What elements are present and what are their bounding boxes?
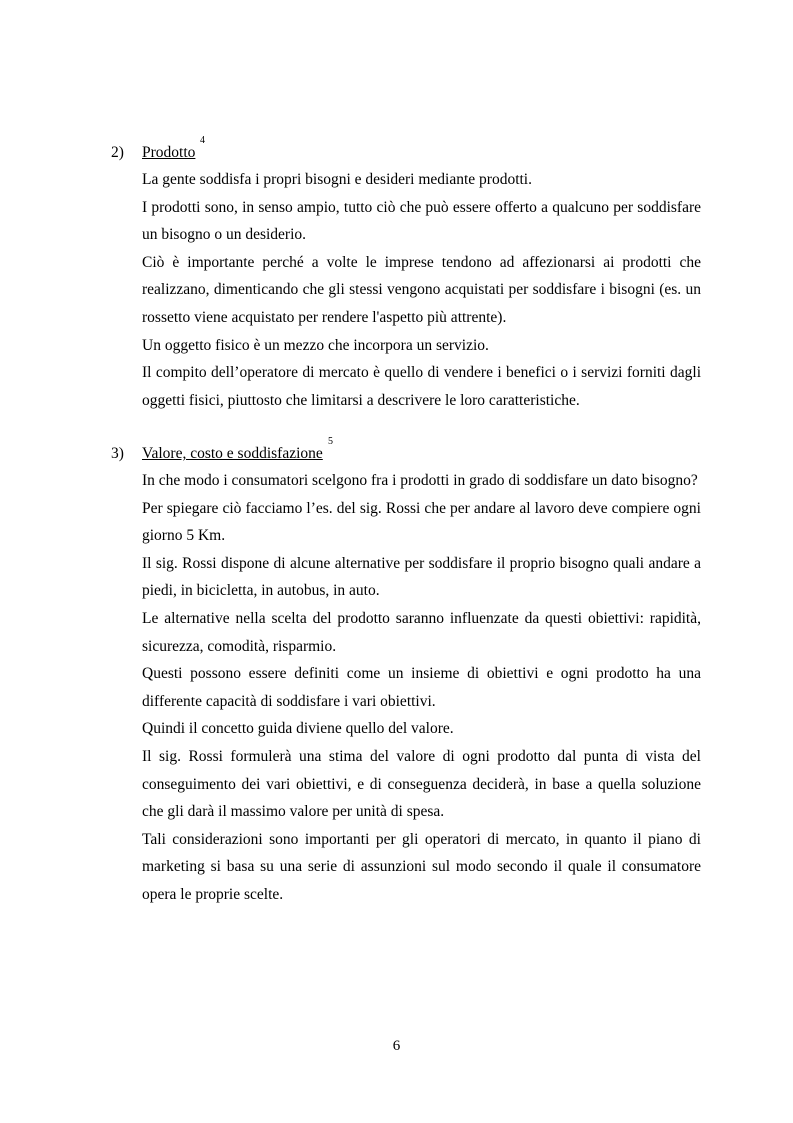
paragraph: Ciò è importante perché a volte le imprese tendono ad affezionarsi ai prodotti che realizzano, dimenticando che gli stessi vengono acquistati per soddisfare i bisogni (es. un rossetto viene acquistato per rendere l'aspetto più attrente).: [142, 253, 701, 326]
paragraph: In che modo i consumatori scelgono fra i prodotti in grado di soddisfare un dato bisogno?: [142, 472, 698, 489]
page-number: 6: [392, 1038, 401, 1054]
paragraph: Per spiegare ciò facciamo l’es. del sig. Rossi che per andare al lavoro deve compiere ogni giorno 5 Km.: [142, 499, 701, 545]
paragraph: Un oggetto fisico è un mezzo che incorpora un servizio.: [142, 336, 489, 354]
paragraph: La gente soddisfa i propri bisogni e desideri mediante prodotti.: [142, 171, 532, 188]
section-title-text: Valore, costo e soddisfazione: [142, 445, 323, 462]
section-number: 2): [111, 144, 124, 161]
section-title: [142, 141, 195, 165]
paragraph: Il sig. Rossi formulerà una stima del valore di ogni prodotto dal punta di vista del conseguimento dei vari obiettivi, e di conseguenza deciderà, in base a quella soluzione che gli darà il massimo valore per unità di spesa.: [142, 747, 701, 821]
section-body: [142, 467, 701, 909]
section-heading: 2) Prodotto 4: [111, 141, 701, 165]
section-heading: 3) Valore, costo e soddisfazione 5: [111, 442, 701, 466]
paragraph: Il compito dell’operatore di mercato è quello di vendere i benefici o i servizi forniti dagli oggetti fisici, piuttosto che limitarsi a descrivere le loro caratteristiche.: [142, 364, 701, 409]
section-prodotto: [111, 135, 701, 414]
section-body: [142, 166, 701, 414]
paragraph: Questi possono essere definiti come un insieme di obiettivi e ogni prodotto ha una differente capacità di soddisfare i vari obiettivi.: [142, 665, 701, 710]
paragraph: Le alternative nella scelta del prodotto saranno influenzate da questi obiettivi: rapidità, sicurezza, comodità, risparmio.: [142, 609, 701, 655]
section-number: 3): [111, 445, 124, 462]
section-title: [142, 442, 323, 466]
section-title-text: Prodotto: [142, 144, 196, 161]
paragraph: Il sig. Rossi dispone di alcune alternative per soddisfare il proprio bisogno quali andare a piedi, in bicicletta, in autobus, in auto.: [142, 554, 701, 600]
paragraph: Quindi il concetto guida diviene quello del valore.: [142, 720, 454, 738]
section-valore: [111, 436, 701, 909]
paragraph: Tali considerazioni sono importanti per gli operatori di mercato, in quanto il piano di marketing si basa su una serie di assunzioni sul modo secondo il quale il consumatore opera le proprie scelte.: [142, 830, 701, 903]
paragraph: I prodotti sono, in senso ampio, tutto ciò che può essere offerto a qualcuno per soddisfare un bisogno o un desiderio.: [142, 198, 701, 244]
